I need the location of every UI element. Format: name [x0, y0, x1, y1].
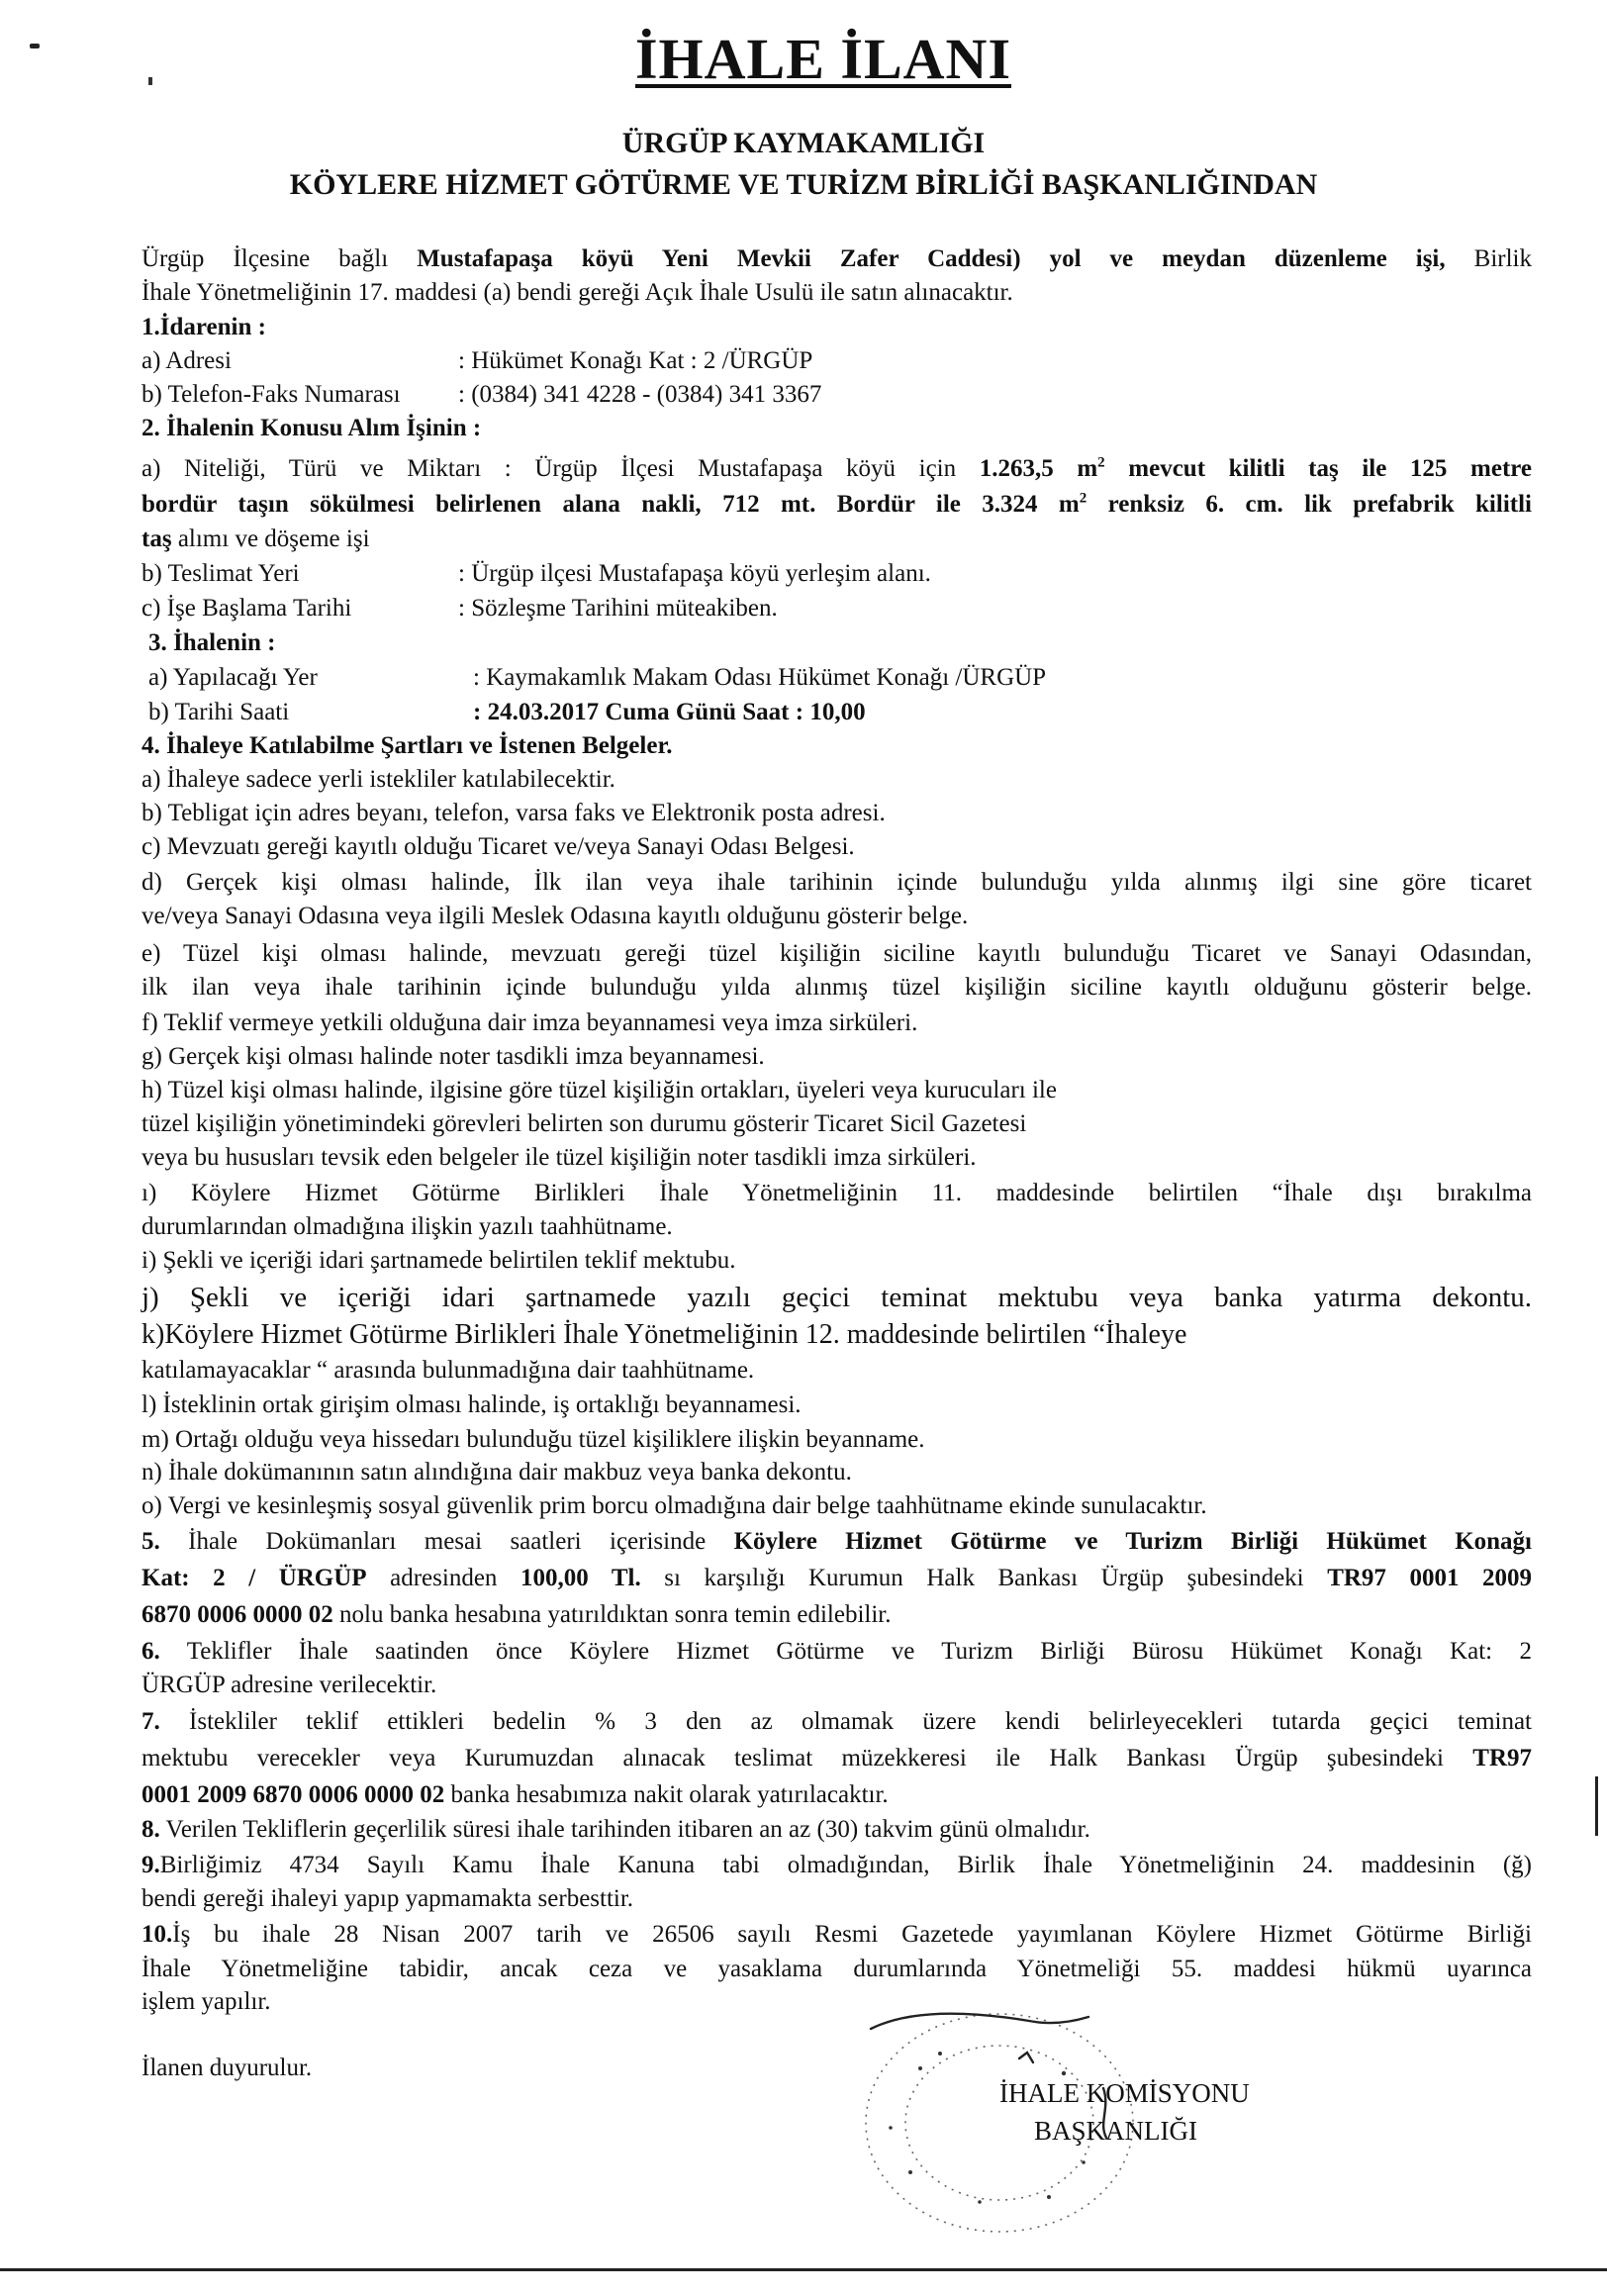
section-4-line: a) İhaleye sadece yerli istekliler katılabilecektir.	[142, 766, 615, 793]
section-1-heading: 1.İdarenin :	[142, 314, 266, 340]
section-4-line: m) Ortağı olduğu veya hissedarı bulunduğu tüzel kişiliklere ilişkin beyanname.	[142, 1426, 925, 1453]
section-6-line-2: ÜRGÜP adresine verilecektir.	[142, 1672, 437, 1698]
section-2-start-date: c) İşe Başlama Tarihi : Sözleşme Tarihini müteakiben.	[142, 595, 778, 622]
section-3-heading: 3. İhalenin :	[148, 629, 276, 656]
section-2-delivery: b) Teslimat Yeri : Ürgüp ilçesi Mustafapaşa köyü yerleşim alanı.	[142, 560, 931, 587]
page-title: İHALE İLANI	[634, 27, 1012, 91]
section-4-line: h) Tüzel kişi olması halinde, ilgisine göre tüzel kişiliğin ortakları, üyeleri veya kurucuları ile	[142, 1077, 1057, 1103]
section-4-line: k)Köylere Hizmet Götürme Birlikleri İhale Yönetmeliğinin 12. maddesinde belirtilen “İhaleye	[142, 1319, 1187, 1350]
intro-line-2: İhale Yönetmeliğinin 17. maddesi (a) bendi gereği Açık İhale Usulü ile satın alınacaktır.	[142, 279, 1013, 306]
section-7-line-3: 0001 2009 6870 0006 0000 02 banka hesabımıza nakit olarak yatırılacaktır.	[142, 1781, 889, 1808]
closing-text: İlanen duyurulur.	[142, 2055, 313, 2081]
heading-birlik: KÖYLERE HİZMET GÖTÜRME VE TURİZM BİRLİĞİ BAŞKANLIĞINDAN	[289, 168, 1318, 201]
section-4-line: b) Tebligat için adres beyanı, telefon, varsa faks ve Elektronik posta adresi.	[142, 800, 886, 826]
section-4-line: j) Şekli ve içeriği idari şartnamede yazılı geçici teminat mektubu veya banka yatırma dekontu.	[142, 1282, 1532, 1313]
section-1-phone: b) Telefon-Faks Numarası : (0384) 341 4228 - (0384) 341 3367	[142, 381, 822, 408]
section-4-line: ilk ilan veya ihale tarihinin içinde bulunduğu yılda alınmış tüzel kişiliğin siciline kayıtlı olduğunu gösterir belge.	[142, 974, 1532, 1001]
section-4-line: tüzel kişiliğin yönetimindeki görevleri belirten son durumu gösterir Ticaret Sicil Gazetesi	[142, 1110, 1027, 1137]
section-7-line-2: mektubu verecekler veya Kurumuzdan alınacak teslimat müzekkeresi ile Halk Bankası Ürgüp şubesindeki TR97	[142, 1745, 1532, 1771]
section-5-line-2: Kat: 2 / ÜRGÜP adresinden 100,00 Tl. sı karşılığı Kurumun Halk Bankası Ürgüp şubesindeki TR97 0001 2009	[142, 1565, 1533, 1591]
section-4-line: durumlarından olmadığına ilişkin yazılı taahhütname.	[142, 1213, 673, 1240]
scan-mark	[1595, 1776, 1598, 1836]
section-3-date-time: b) Tarihi Saati : 24.03.2017 Cuma Günü Saat : 10,00	[148, 699, 866, 725]
section-4-line: d) Gerçek kişi olması halinde, İlk ilan veya ihale tarihinin içinde bulunduğu yılda alınmış ilgi sine göre ticaret	[142, 869, 1532, 896]
section-4-line: veya bu hususları tevsik eden belgeler ile tüzel kişiliğin noter tasdikli imza sirküleri.	[142, 1144, 977, 1171]
section-2-heading: 2. İhalenin Konusu Alım İşinin :	[142, 415, 482, 441]
section-4-line: l) İsteklinin ortak girişim olması halinde, iş ortaklığı beyannamesi.	[142, 1391, 802, 1418]
section-4-line: n) İhale dokümanının satın alındığına dair makbuz veya banka dekontu.	[142, 1459, 852, 1485]
intro-line-1: Ürgüp İlçesine bağlı Mustafapaşa köyü Yeni Mevkii Zafer Caddesi) yol ve meydan düzenleme işi, Birlik	[142, 245, 1532, 272]
section-9-line-2: bendi gereği ihaleyi yapıp yapmamakta serbesttir.	[142, 1885, 634, 1912]
section-3-place: a) Yapılacağı Yer : Kaymakamlık Makam Odası Hükümet Konağı /ÜRGÜP	[148, 664, 1047, 691]
section-10-line-2: İhale Yönetmeliğine tabidir, ancak ceza ve yasaklama durumlarında Yönetmeliği 55. maddesi hükmü uyarınca	[142, 1956, 1532, 1982]
section-5-line-3: 6870 0006 0000 02 nolu banka hesabına yatırıldıktan sonra temin edilebilir.	[142, 1601, 892, 1628]
section-4-line: g) Gerçek kişi olması halinde noter tasdikli imza beyannamesi.	[142, 1043, 765, 1070]
section-4-line: ve/veya Sanayi Odasına veya ilgili Meslek Odasına kayıtlı olduğunu gösterir belge.	[142, 903, 969, 929]
signature-line-1: İHALE KOMİSYONU	[999, 2078, 1250, 2108]
section-4-line: e) Tüzel kişi olması halinde, mevzuatı gereği tüzel kişiliğin siciline kayıtlı bulunduğu Ticaret ve Sanayi Odasından,	[142, 940, 1532, 967]
section-4-line: c) Mevzuatı gereği kayıtlı olduğu Ticaret ve/veya Sanayi Odası Belgesi.	[142, 833, 855, 860]
signature-block	[851, 1999, 1326, 2247]
section-8: 8. Verilen Tekliflerin geçerlilik süresi ihale tarihinden itibaren an az (30) takvim günü olmalıdır.	[142, 1816, 1090, 1843]
section-9-line-1: 9.Birliğimiz 4734 Sayılı Kamu İhale Kanuna tabi olmadığından, Birlik İhale Yönetmeliğinin 24. maddesinin (ğ)	[142, 1852, 1532, 1878]
section-7-line-1: 7. İstekliler teklif ettikleri bedelin % 3 den az olmamak üzere kendi belirleyecekleri tutarda geçici teminat	[142, 1708, 1532, 1735]
section-2-item-a-line-1: a) Niteliği, Türü ve Miktarı : Ürgüp İlçesi Mustafapaşa köyü için 1.263,5 $m^2$ mevcut kilitli taş ile 125 metre	[142, 454, 1533, 482]
section-2-item-a-line-2: bordür taşın sökülmesi belirlenen alana nakli, 712 mt. Bordür ile 3.324 $m^2$ renksiz 6. cm. lik prefabrik kilitli	[142, 490, 1532, 518]
section-10-line-1: 10.İş bu ihale 28 Nisan 2007 tarih ve 26506 sayılı Resmi Gazetede yayımlanan Köylere Hizmet Götürme Birliği	[142, 1921, 1532, 1948]
section-2-item-a-line-3: taş alımı ve döşeme işi	[142, 526, 370, 552]
section-10-line-3: işlem yapılır.	[142, 1988, 271, 2015]
section-4-line: katılamayacaklar “ arasında bulunmadığına dair taahhütname.	[142, 1357, 755, 1384]
heading-kaymakamlik: ÜRGÜP KAYMAKAMLIĞI	[621, 127, 986, 159]
section-4-line: ı) Köylere Hizmet Götürme Birlikleri İhale Yönetmeliğinin 11. maddesinde belirtilen “İhale dışı bırakılma	[142, 1180, 1532, 1206]
section-4-heading: 4. İhaleye Katılabilme Şartları ve İstenen Belgeler.	[142, 732, 673, 759]
section-5-line-1: 5. İhale Dokümanları mesai saatleri içerisinde Köylere Hizmet Götürme ve Turizm Birliği Hükümet Konağı	[142, 1528, 1532, 1555]
signature-line-2: BAŞKANLIĞI	[1034, 2116, 1197, 2146]
section-4-line: i) Şekli ve içeriği idari şartnamede belirtilen teklif mektubu.	[142, 1247, 736, 1274]
section-6-line-1: 6. Teklifler İhale saatinden önce Köylere Hizmet Götürme ve Turizm Birliği Bürosu Hükümet Konağı Kat: 2	[142, 1638, 1532, 1665]
bottom-rule	[0, 2268, 1607, 2271]
section-1-address: a) Adresi : Hükümet Konağı Kat : 2 /ÜRGÜP	[142, 347, 813, 374]
section-4-line: o) Vergi ve kesinleşmiş sosyal güvenlik prim borcu olmadığına dair belge taahhütname ekinde sunulacaktır.	[142, 1492, 1207, 1519]
section-4-line: f) Teklif vermeye yetkili olduğuna dair imza beyannamesi veya imza sirküleri.	[142, 1009, 918, 1036]
